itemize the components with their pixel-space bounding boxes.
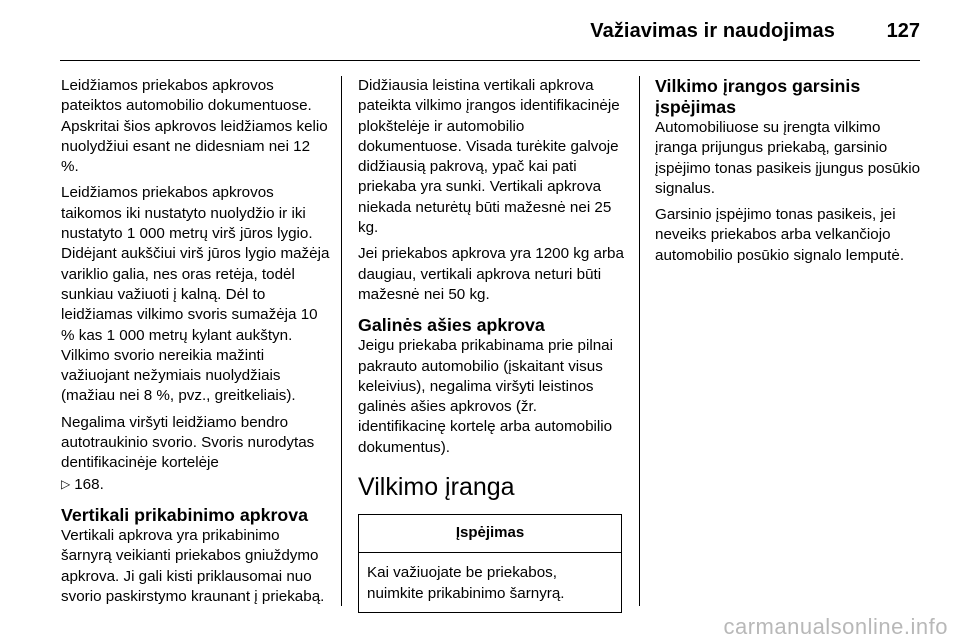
watermark: carmanualsonline.info bbox=[723, 614, 948, 639]
column-middle bbox=[358, 76, 628, 613]
paragraph: Leidžiamos priekabos apkrovos taikomos iki nustatyto nuolydžio ir iki nustatyto 1 000 metrų virš jūros lygio. Didėjant aukščiui virš jūros lygio mažėja variklio galia, nes oras retėja, todėl sunkiau važiuoti į kalną. Dėl to leidžiamas vilkimo svoris sumažėja 10 % kas 1 000 metrų kylant aukštyn. Vilkimo svorio nereikia mažinti važiuojant nežymiais nuolydžiais (mažiau nei 8 %, pvz., greitkeliais). bbox=[61, 184, 330, 405]
reference-arrow-icon: ▷ bbox=[61, 476, 71, 491]
paragraph: Garsinio įspėjimo tonas pasikeis, jei neveiks priekabos arba velkančiojo automobilio posūkio signalo lemputė. bbox=[655, 206, 905, 264]
section-heading: Vilkimo įrangos garsinis įspėjimas bbox=[655, 76, 861, 117]
paragraph bbox=[61, 413, 331, 495]
warning-title: Įspėjimas bbox=[359, 515, 621, 553]
paragraph: Jeigu priekaba prikabinama prie pilnai pakrauto automobilio (įskaitant visus keleivius), negalima viršyti leistinos galinės ašies apkrovos (žr. identifikacinę kortelę arba automobilio dokumentus). bbox=[358, 337, 613, 456]
paragraph: Didžiausia leistina vertikali apkrova pateikta vilkimo įrangos identifikacinėje plokštelėje ir automobilio dokumentuose. Visada turėkite galvoje didžiausią pakrovą, ypač kai pati priekaba yra sunki. Vertikali apkrova niekada neturėtų būti mažesnė nei 25 kg. bbox=[358, 77, 620, 237]
page-number: 127 bbox=[886, 20, 920, 42]
warning-box bbox=[358, 514, 622, 613]
header-divider bbox=[60, 60, 920, 61]
section-heading: Vertikali prikabinimo apkrova bbox=[61, 504, 309, 525]
page-header bbox=[0, 0, 960, 62]
column-right bbox=[655, 76, 925, 272]
page-reference-link[interactable]: 168. bbox=[74, 475, 104, 493]
column-divider bbox=[639, 76, 640, 606]
column-left bbox=[61, 76, 331, 613]
chapter-heading: Vilkimo įranga bbox=[358, 473, 515, 502]
paragraph-text: Negalima viršyti leidžiamo bendro autotraukinio svorio. Svoris nurodytas dentifikacinėje kortelėje bbox=[61, 413, 315, 472]
paragraph: Jei priekabos apkrova yra 1200 kg arba daugiau, vertikali apkrova neturi būti mažesnė nei 50 kg. bbox=[358, 245, 624, 303]
page-title: Važiavimas ir naudojimas bbox=[590, 20, 835, 42]
paragraph: Vertikali apkrova yra prikabinimo šarnyrą veikianti priekabos gniuždymo apkrova. Ji gali kisti priklausomai nuo svorio paskirstymo kraunant į priekabą. bbox=[61, 526, 325, 605]
paragraph: Leidžiamos priekabos apkrovos pateiktos automobilio dokumentuose. Apskritai šios apkrovos leidžiamos kelio nuolydžiui esant ne didesniam nei 12 %. bbox=[61, 77, 328, 176]
column-divider bbox=[341, 76, 342, 606]
section-heading: Galinės ašies apkrova bbox=[358, 315, 545, 336]
paragraph: Automobiliuose su įrengta vilkimo įranga prijungus priekabą, garsinio įspėjimo tonas pasikeis įjungus posūkio signalus. bbox=[655, 119, 921, 197]
warning-text: Kai važiuojate be priekabos, nuimkite prikabinimo šarnyrą. bbox=[367, 564, 565, 602]
